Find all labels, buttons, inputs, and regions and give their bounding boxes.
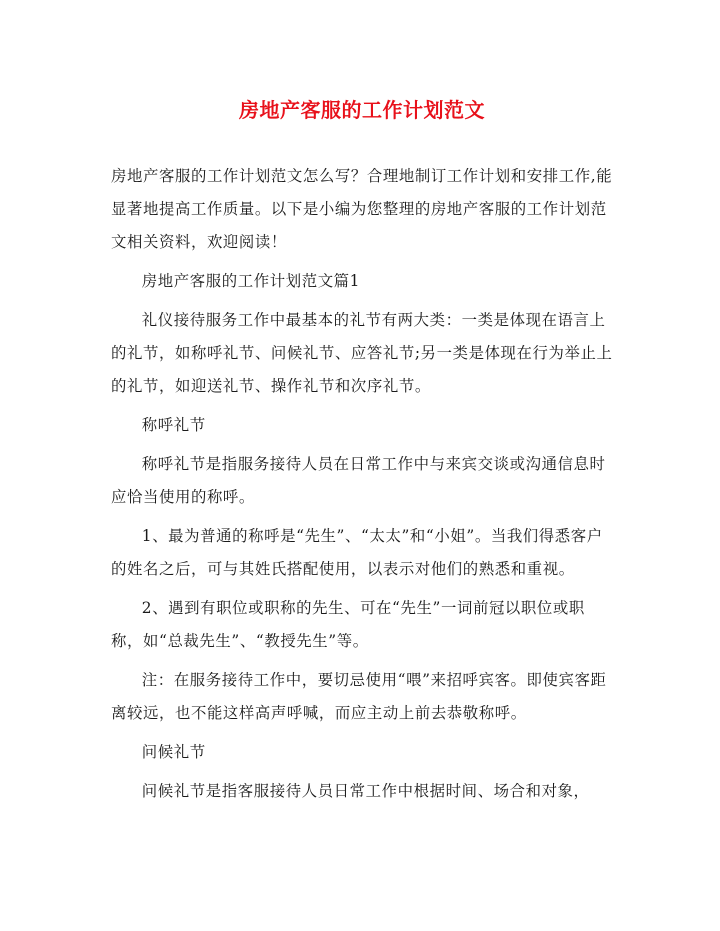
body-paragraph: 1、最为普通的称呼是“先生”、“太太”和“小姐”。当我们得悉客户的姓名之后，可与其姓氏搭配使用，以表示对他们的熟悉和重视。 [111,527,603,578]
body-paragraph: 问候礼节是指客服接待人员日常工作中根据时间、场合和对象， [141,782,590,800]
document-body [111,160,613,814]
body-paragraph: 2、遇到有职位或职称的先生、可在“先生”一词前冠以职位或职称，如“总裁先生”、“教授先生”等。 [111,599,585,650]
body-paragraph: 称呼礼节是指服务接待人员在日常工作中与来宾交谈或沟通信息时应恰当使用的称呼。 [111,455,606,506]
body-paragraph: 礼仪接待服务工作中最基本的礼节有两大类：一类是体现在语言上的礼节，如称呼礼节、问候礼节、应答礼节;另一类是体现在行为举止上的礼节，如迎送礼节、操作礼节和次序礼节。 [111,311,613,395]
subsection-heading: 问候礼节 [141,743,206,761]
note-paragraph: 注：在服务接待工作中，要切忌使用“喂”来招呼宾客。即使宾客距离较远，也不能这样高声呼喊，而应主动上前去恭敬称呼。 [111,671,607,722]
document-title: 房地产客服的工作计划范文 [239,98,485,122]
section-heading: 房地产客服的工作计划范文篇1 [141,272,361,290]
subsection-heading: 称呼礼节 [141,416,206,434]
intro-paragraph: 房地产客服的工作计划范文怎么写？合理地制订工作计划和安排工作,能显著地提高工作质量。以下是小编为您整理的房地产客服的工作计划范文相关资料，欢迎阅读！ [111,167,613,251]
